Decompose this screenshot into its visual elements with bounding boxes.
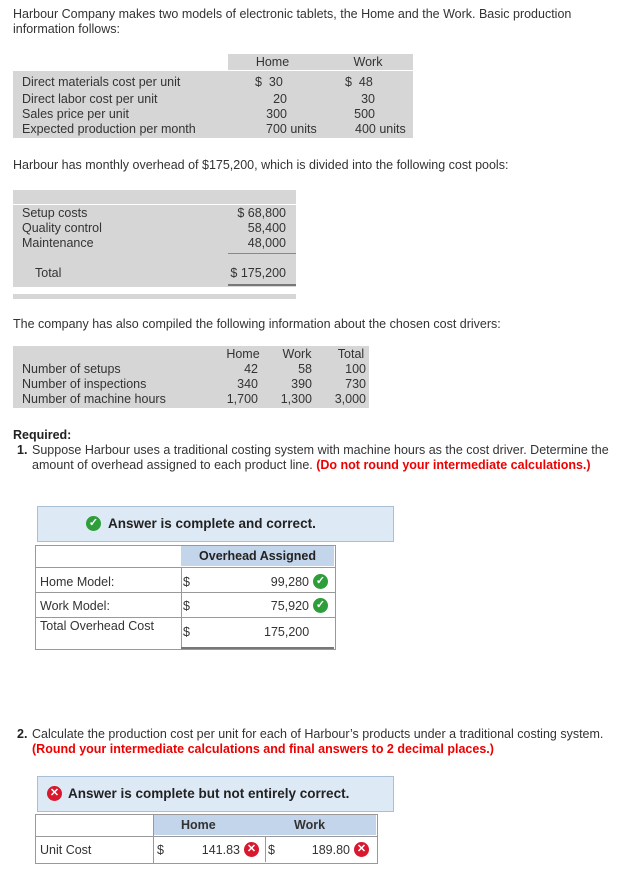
q2-answer-banner xyxy=(37,776,394,812)
pool-total-value: $ 175,200 xyxy=(230,266,286,280)
q1-note: (Do not round your intermediate calculations.) xyxy=(316,458,591,472)
pool-label: Maintenance xyxy=(22,236,94,250)
q2-home-value: 141.83 xyxy=(201,843,240,857)
q2-home-currency: $ xyxy=(157,843,164,857)
q2-number: 2. xyxy=(17,727,28,741)
driver-work: 1,300 xyxy=(280,392,312,406)
q1-row-currency: $ xyxy=(183,625,190,639)
pool-value: $ 68,800 xyxy=(237,206,286,220)
prod-col-home: Home xyxy=(255,55,290,69)
driver-label: Number of setups xyxy=(22,362,121,376)
q2-note: (Round your intermediate calculations and final answers to 2 decimal places.) xyxy=(32,742,494,756)
check-icon: ✓ xyxy=(86,516,101,531)
drivers-col-total: Total xyxy=(337,347,365,361)
driver-total: 730 xyxy=(345,377,366,391)
driver-total: 100 xyxy=(345,362,366,376)
prod-row-home: 700 units xyxy=(266,122,317,136)
prod-row-work: 400 units xyxy=(355,122,406,136)
driver-work: 58 xyxy=(298,362,312,376)
q1-header: Overhead Assigned xyxy=(181,546,334,566)
drivers-text: The company has also compiled the following information about the chosen cost drivers: xyxy=(13,317,501,331)
pool-subtotal-rule xyxy=(228,253,296,254)
check-icon: ✓ xyxy=(313,574,328,589)
prod-row-label: Direct labor cost per unit xyxy=(22,92,158,106)
q2-work-value: 189.80 xyxy=(311,843,350,857)
driver-label: Number of machine hours xyxy=(22,392,166,406)
cross-icon: ✕ xyxy=(244,842,259,857)
prod-row-label: Expected production per month xyxy=(22,122,196,136)
pool-value: 48,000 xyxy=(247,236,286,250)
prod-col-work: Work xyxy=(353,55,383,69)
pool-label: Quality control xyxy=(22,221,102,235)
pool-total-rule xyxy=(228,284,296,286)
prod-row-work: 30 xyxy=(361,92,375,106)
cross-icon: ✕ xyxy=(354,842,369,857)
driver-label: Number of inspections xyxy=(22,377,147,391)
prod-row-home: 20 xyxy=(273,92,287,106)
q2-work-currency: $ xyxy=(268,843,275,857)
q1-banner-text: Answer is complete and correct. xyxy=(108,516,316,531)
overhead-text: Harbour has monthly overhead of $175,200, which is divided into the following cost pools: xyxy=(13,158,509,172)
q2-col-work: Work xyxy=(294,818,326,832)
prod-row-work: $ 48 xyxy=(345,75,373,89)
q1-row-value: 175,200 xyxy=(264,625,310,639)
prod-row-work: 500 xyxy=(354,107,375,121)
q1-row-currency: $ xyxy=(183,599,190,613)
pools-header-bar xyxy=(13,190,296,204)
q1-row-label: Work Model: xyxy=(40,599,110,613)
check-icon: ✓ xyxy=(313,598,328,613)
prod-row-label: Sales price per unit xyxy=(22,107,130,121)
q2-col-home: Home xyxy=(181,818,216,832)
intro-text: Harbour Company makes two models of electronic tablets, the Home and the Work. Basic production information follows: xyxy=(13,7,572,36)
driver-home: 340 xyxy=(237,377,258,391)
q1-text xyxy=(32,443,632,473)
q1-row-input[interactable] xyxy=(181,618,335,648)
q2-row-label: Unit Cost xyxy=(40,843,92,857)
q1-row-label: Total Overhead Cost xyxy=(40,619,154,633)
q1-question: Suppose Harbour uses a traditional costing system with machine hours as the cost driver. Determine the amount of overhead assigned to each product line. xyxy=(32,443,609,472)
drivers-col-home: Home xyxy=(226,347,260,361)
q1-row-value: 99,280 xyxy=(270,575,309,589)
pool-label: Setup costs xyxy=(22,206,88,220)
q1-number: 1. xyxy=(17,443,28,457)
prod-row-home: 300 xyxy=(266,107,287,121)
prod-row-label: Direct materials cost per unit xyxy=(22,75,181,89)
drivers-col-work: Work xyxy=(282,347,312,361)
driver-home: 1,700 xyxy=(226,392,258,406)
driver-work: 390 xyxy=(291,377,312,391)
required-label: Required: xyxy=(13,428,72,442)
prod-row-home: $ 30 xyxy=(255,75,283,89)
pool-total-label: Total xyxy=(35,266,62,280)
q1-row-value: 75,920 xyxy=(270,599,309,613)
q1-total-rule xyxy=(181,647,334,649)
q2-banner-text: Answer is complete but not entirely correct. xyxy=(68,786,350,801)
q2-text xyxy=(32,727,637,757)
pool-value: 58,400 xyxy=(247,221,286,235)
q1-answer-banner xyxy=(37,506,394,542)
q1-row-currency: $ xyxy=(183,575,190,589)
cross-icon: ✕ xyxy=(47,786,62,801)
q1-row-label: Home Model: xyxy=(40,575,115,589)
driver-home: 42 xyxy=(244,362,258,376)
q2-question: Calculate the production cost per unit for each of Harbour’s products under a traditional costing system. xyxy=(32,727,604,741)
pools-footer-bar xyxy=(13,294,296,299)
driver-total: 3,000 xyxy=(334,392,366,406)
